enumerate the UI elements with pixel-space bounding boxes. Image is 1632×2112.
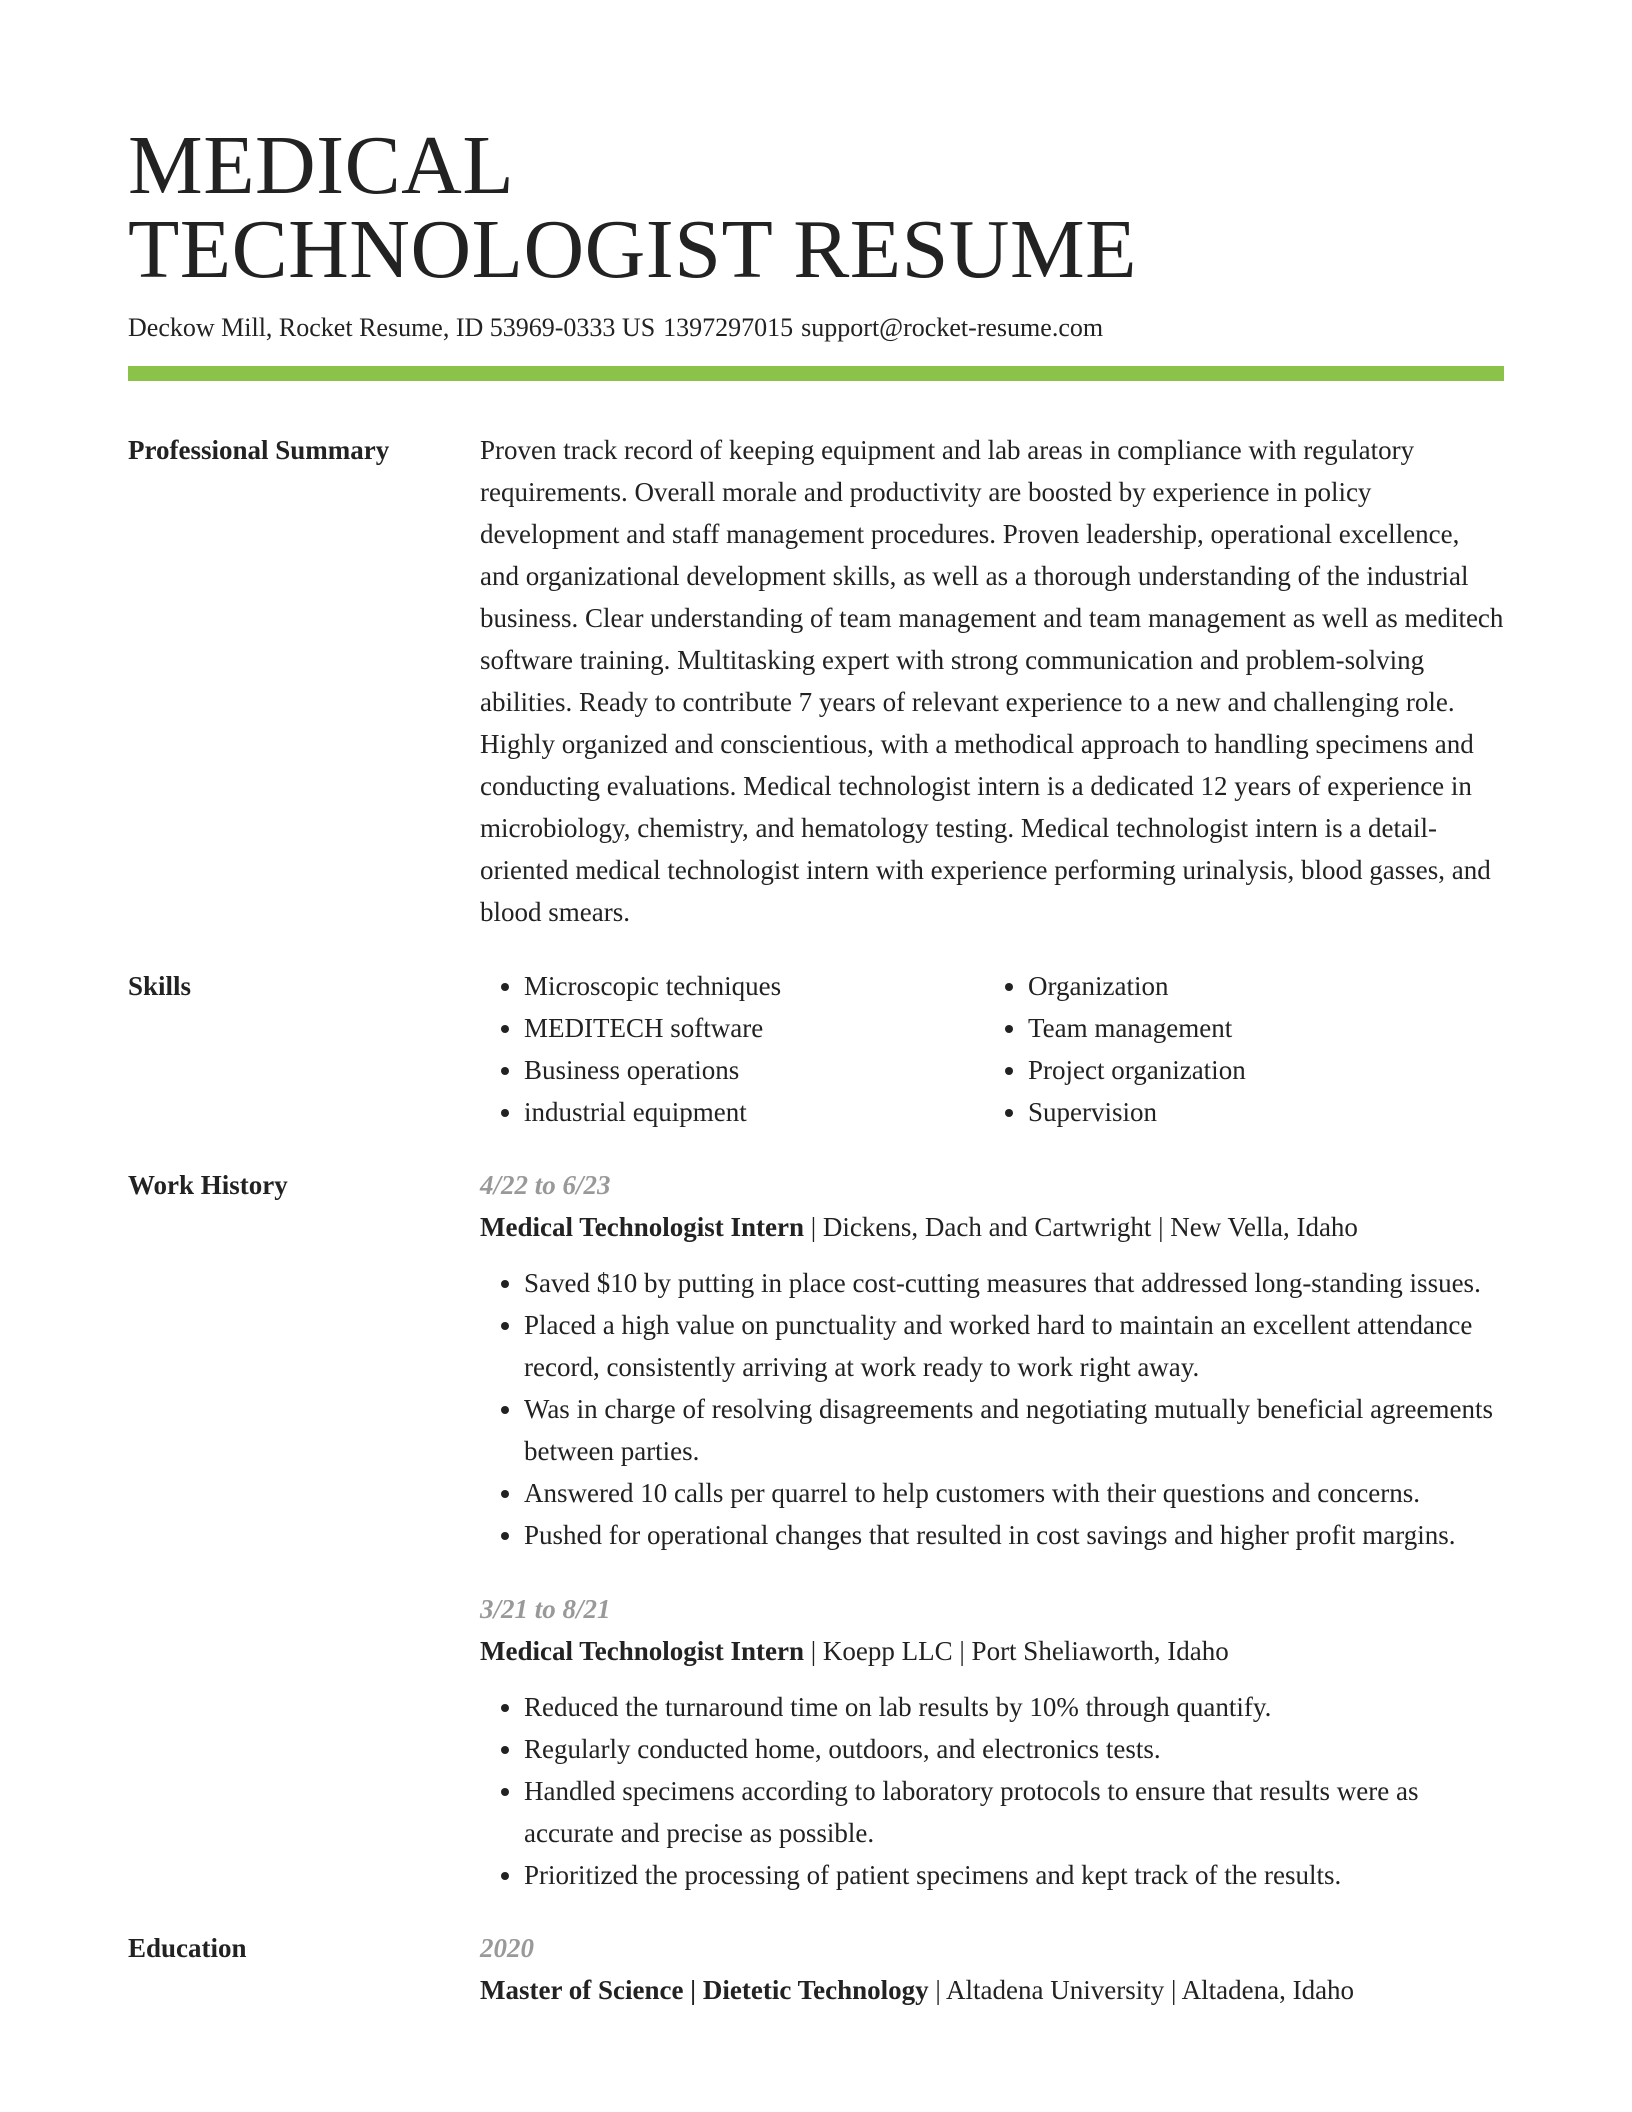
job-employer: | Koepp LLC | Port Sheliaworth, Idaho [804, 1636, 1229, 1666]
skills-column-1 [480, 965, 984, 1133]
skill-item: • MEDITECH software [524, 1007, 984, 1049]
summary-label: Professional Summary [128, 435, 390, 465]
header-divider [128, 366, 1504, 381]
job-employer: | Dickens, Dach and Cartwright | New Vella, Idaho [804, 1212, 1358, 1242]
job-bullet: • Prioritized the processing of patient specimens and kept track of the results. [524, 1854, 1504, 1896]
skill-item: • Business operations [524, 1049, 984, 1091]
work-history-label: Work History [128, 1170, 288, 1200]
title-line-2: TECHNOLOGIST RESUME [128, 203, 1137, 296]
contact-phone: 1397297015 [663, 313, 794, 342]
job-bullet: • Handled specimens according to laboratory protocols to ensure that results were as accurate and precise as possible. [524, 1770, 1504, 1854]
skill-item: • Project organization [1028, 1049, 1488, 1091]
skills-label: Skills [128, 971, 192, 1001]
job-bullet: • Saved $10 by putting in place cost-cutting measures that addressed long-standing issues. [524, 1262, 1504, 1304]
summary-section [128, 429, 1504, 933]
job-entry [480, 1588, 1504, 1896]
job-role-line [480, 1630, 1504, 1672]
skill-item: • Supervision [1028, 1091, 1488, 1133]
contact-email: support@rocket-resume.com [801, 313, 1104, 342]
skills-list [480, 965, 1504, 1133]
job-title: Medical Technologist Intern [480, 1636, 805, 1666]
work-history-section [128, 1164, 1504, 1896]
work-history-entries [480, 1164, 1504, 1896]
skills-column-2 [984, 965, 1488, 1133]
job-bullet: • Answered 10 calls per quarrel to help customers with their questions and concerns. [524, 1472, 1504, 1514]
skill-item: • industrial equipment [524, 1091, 984, 1133]
education-label: Education [128, 1933, 247, 1963]
skill-item: • Team management [1028, 1007, 1488, 1049]
job-dates: 3/21 to 8/21 [480, 1594, 611, 1624]
job-entry [480, 1164, 1504, 1556]
job-bullet: • Was in charge of resolving disagreements and negotiating mutually beneficial agreements between parties. [524, 1388, 1504, 1472]
job-bullets [480, 1686, 1504, 1896]
education-entry [480, 1927, 1504, 2011]
skill-item: • Microscopic techniques [524, 965, 984, 1007]
job-role-line [480, 1206, 1504, 1248]
skills-section [128, 965, 1504, 1133]
education-school: | Altadena University | Altadena, Idaho [928, 1975, 1355, 2005]
education-year: 2020 [480, 1933, 534, 1963]
resume-page [128, 0, 1504, 2011]
education-degree-line [480, 1969, 1504, 2011]
job-title: Medical Technologist Intern [480, 1212, 805, 1242]
resume-title [128, 0, 1504, 296]
education-section [128, 1927, 1504, 2011]
contact-line [128, 312, 1504, 344]
summary-text: Proven track record of keeping equipment and lab areas in compliance with regulatory requirements. Overall morale and productivity are boosted by experience in policy development and staff management procedures. Proven leadership, operational excellence, and organizational development skills, as well as a thorough understanding of the industrial business. Clear understanding of team management and team management as well as meditech software training. Multitasking expert with strong communication and problem-solving abilities. Ready to contribute 7 years of relevant experience to a new and challenging role. Highly organized and conscientious, with a methodical approach to handling specimens and conducting evaluations. Medical technologist intern is a dedicated 12 years of experience in microbiology, chemistry, and hematology testing. Medical technologist intern is a detail-oriented medical technologist intern with experience performing urinalysis, blood gasses, and blood smears. [480, 435, 1504, 927]
job-bullet: • Regularly conducted home, outdoors, and electronics tests. [524, 1728, 1504, 1770]
job-bullet: • Pushed for operational changes that resulted in cost savings and higher profit margins. [524, 1514, 1504, 1556]
education-degree: Master of Science | Dietetic Technology [480, 1975, 929, 2005]
job-bullet: • Reduced the turnaround time on lab results by 10% through quantify. [524, 1686, 1504, 1728]
job-bullets [480, 1262, 1504, 1556]
skill-item: • Organization [1028, 965, 1488, 1007]
job-bullet: • Placed a high value on punctuality and worked hard to maintain an excellent attendance record, consistently arriving at work ready to work right away. [524, 1304, 1504, 1388]
contact-address: Deckow Mill, Rocket Resume, ID 53969-0333 US [128, 313, 656, 342]
job-dates: 4/22 to 6/23 [480, 1170, 611, 1200]
title-line-1: MEDICAL [128, 119, 515, 212]
